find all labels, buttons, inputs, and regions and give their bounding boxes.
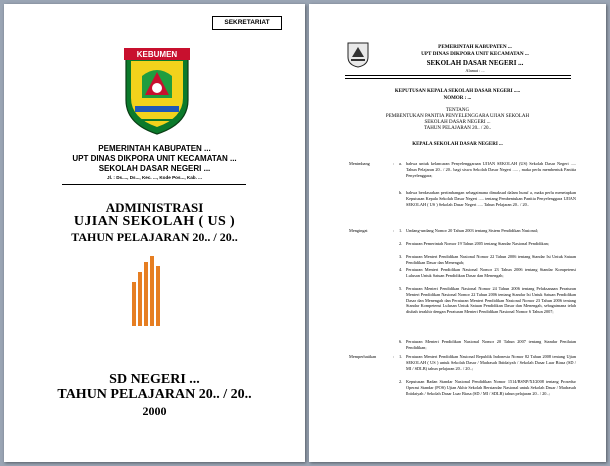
item-text: Undang-undang Nomor 20 Tahun 2003 tentang Sistem Pendidikan Nasional; — [406, 228, 539, 233]
decree-header-line2: UPT DINAS DIKPORA UNIT KECAMATAN ... — [421, 51, 529, 57]
decree-nomor: NOMOR : ... — [443, 96, 472, 101]
item-number: 3. — [399, 254, 403, 259]
decree-page — [309, 4, 606, 462]
cover-footer3: 2000 — [142, 404, 167, 418]
item-number: 2. — [399, 241, 403, 246]
decree-subject3: TAHUN PELAJARAN 20.. / 20.. — [423, 126, 492, 131]
item-number: a. — [399, 161, 402, 166]
item-text: Peraturan Menteri Pendidikan Nasional Nomor 23 Tahun 2006 tentang Standar Kompetensi Lulusan Untuk Satuan Pendidikan Dasar dan Menengah; — [406, 267, 576, 278]
section-label-menimbang: Menimbang — [349, 161, 370, 166]
item-text: Keputusan Badan Standar Nasional Pendidikan Nomor 1514/BSNP/XI/2008 tentang Prosedur Operasi Standar (POS) Ujian Akhir Sekolah Berstandar Nasional untuk Sekolah Dasar / Madrasah Ibtidaiyah / Sekolah Dasar Luar Biasa (SD / MI / SDLB) tahun pelajaran 20.. / 20..; — [406, 379, 576, 396]
item-number: 4. — [399, 267, 403, 272]
decree-header-line1: PEMERINTAH KABUPATEN ... — [438, 44, 512, 50]
decree-subject2: SEKOLAH DASAR NEGERI ... — [424, 120, 491, 125]
cover-footer1: SD NEGERI ... — [109, 372, 200, 387]
regency-logo — [346, 40, 370, 68]
kebumen-logo — [120, 46, 194, 136]
item-number: b. — [399, 190, 403, 195]
stamp-box: SEKRETARIAT — [212, 16, 282, 30]
item-number: 6. — [399, 339, 403, 344]
decree-header-rule — [345, 75, 571, 76]
cover-header-line1: PEMERINTAH KABUPATEN ... — [98, 144, 211, 153]
item-text: Peraturan Menteri Pendidikan Nasional Nomor 22 Tahun 2006 tentang Standar Isi Untuk Satuan Pendidikan Dasar dan Menengah; — [406, 254, 576, 265]
cover-footer2: TAHUN PELAJARAN 20.. / 20.. — [57, 387, 252, 402]
logo-banner-text: KEBUMEN — [136, 50, 178, 59]
decree-tentang: TENTANG — [445, 108, 470, 113]
section-label-mengingat: Mengingat — [349, 228, 368, 233]
section-colon: : — [393, 228, 395, 233]
decree-title: KEPUTUSAN KEPALA SEKOLAH DASAR NEGERI ..... — [394, 89, 521, 94]
item-text: bahwa berdasarkan pertimbangan sebagaimana dimaksud dalam huruf a, maka perlu menetapkan Keputusan Kepala Sekolah Dasar Negeri ..... tentang Pembentukan Panitia Penyelenggara UJIAN SEKOLAH ( US ) Sekolah Dasar Negeri ..... Tahun Pelajaran 20.. / 20.. — [406, 190, 576, 207]
cover-title2: UJIAN SEKOLAH ( US ) — [73, 214, 236, 229]
decree-address: Alamat : ... — [465, 68, 485, 73]
decree-header-line3: SEKOLAH DASAR NEGERI ... — [426, 59, 524, 67]
decree-subject1: PEMBENTUKAN PANITIA PENYELENGGARA UJIAN SEKOLAH — [385, 114, 530, 119]
item-text: bahwa untuk kelancaran Penyelenggaraan UJIAN SEKOLAH (US) Sekolah Dasar Negeri ..... Tahun Pelajaran 20.. / 20.. bagi siswa Sekolah Dasar Negeri ..... , maka perlu membentuk Panitia Penyelenggara; — [406, 161, 576, 178]
section-label-memperhatikan: Memperhatikan — [349, 354, 377, 359]
cover-title1: ADMINISTRASI — [105, 200, 204, 215]
item-text: Peraturan Pemerintah Nomor 19 Tahun 2005 tentang Standar Nasional Pendidikan; — [406, 241, 549, 246]
cover-address: Jl. : Ds...., Ds..., Kec. ..., Kode Pos..., Kab. ... — [107, 175, 202, 180]
cover-title3: TAHUN PELAJARAN 20.. / 20.. — [71, 230, 238, 244]
item-number: 5. — [399, 286, 403, 291]
item-text: Peraturan Menteri Pendidikan Nasional Republik Indonesia Nomor 82 Tahun 2008 tentang Ujian SEKOLAH ( US ) untuk Sekolah Dasar / Madrasah Ibtidaiyah / Sekolah Dasar Luar Biasa (SD / MI / SDLB) tahun pelajaran 20.. / 20..; — [406, 354, 576, 371]
item-text: Peraturan Menteri Pendidikan Nasional Nomor 20 Tahun 2007 tentang Standar Penilaian Pendidikan; — [406, 339, 576, 350]
section-colon: : — [393, 354, 395, 359]
item-number: 2. — [399, 379, 403, 384]
decorative-bars — [132, 256, 164, 346]
item-text: Peraturan Menteri Pendidikan Nasional Nomor 24 Tahun 2006 tentang Pelaksanaan Peraturan Menteri Pendidikan Nasional Nomor 22 Tahun 2006 tentang Standar Isi Untuk Satuan Pendidikan Dasar dan Menengah dan Peraturan Menteri Pendidikan Nasional Nomor 23 Tahun 2006 tentang Standar Kompetensi Lulusan Untuk Satuan Pendidikan Dasar dan Menengah, sebagaimana telah diubah terakhir dengan Peraturan Menteri Pendidikan Nasional Nomor 6 Tahun 2007; — [406, 286, 576, 315]
cover-header-rule — [62, 184, 246, 185]
cover-header-line2: UPT DINAS DIKPORA UNIT KECAMATAN ... — [72, 154, 237, 163]
section-colon: : — [393, 161, 395, 166]
decree-header-rule-thin — [345, 78, 571, 79]
decree-issuer: KEPALA SEKOLAH DASAR NEGERI ... — [412, 142, 503, 147]
cover-page — [4, 4, 305, 462]
cover-header-line3: SEKOLAH DASAR NEGERI ... — [98, 164, 211, 173]
item-number: 1. — [399, 228, 403, 233]
item-number: 1. — [399, 354, 403, 359]
